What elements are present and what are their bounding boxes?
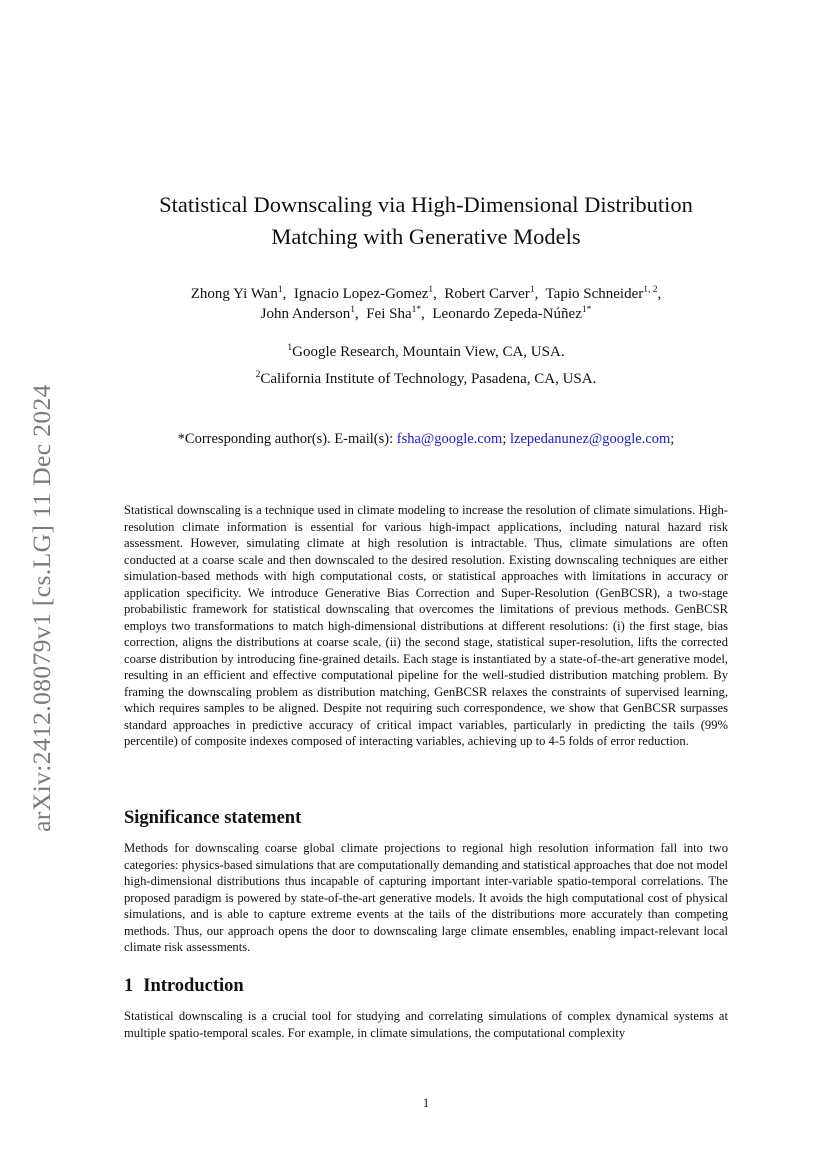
author: Fei Sha$^{1*}$,: [366, 305, 425, 322]
author-list: [100, 284, 752, 324]
section-number: 1: [124, 976, 134, 996]
abstract: Statistical downscaling is a technique used in climate modeling to increase the resolution of climate simulations. High-resolution climate information is essential for various high-impact applications, including natural hazard risk assessment. However, simulating climate at high resolution is intractable. Thus, climate simulations are often conducted at a coarse scale and then downscaled to the desired resolution. Existing downscaling techniques are either simulation-based methods with high computational costs, or statistical approaches with limitations in accuracy or application specificity. We introduce Generative Bias Correction and Super-Resolution (GenBCSR), a two-stage probabilistic framework for statistical downscaling that overcomes the limitations of previous methods. GenBCSR employs two transformations to match high-dimensional distributions at different resolutions: (i) the first stage, bias correction, aligns the distributions at coarse scale, (ii) the second stage, statistical super-resolution, lifts the corrected coarse distribution by introducing fine-grained details. Each stage is instantiated by a state-of-the-art generative model, resulting in an efficient and effective computational pipeline for the well-studied distribution matching problem. By framing the downscaling problem as distribution matching, GenBCSR relaxes the constraints of supervised learning, which requires samples to be aligned. Despite not requiring such correspondence, we show that GenBCSR surpasses standard approaches in predictive accuracy of critical impact variables, particularly in predicting the tails (99% percentile) of composite indexes composed of interacting variables, achieving up to 4-5 folds of error reduction.: [124, 503, 728, 748]
author: Leonardo Zepeda-Núñez$^{1*}$: [432, 305, 592, 322]
author: Robert Carver$^1$,: [444, 285, 539, 302]
author: Ignacio Lopez-Gomez$^1$,: [293, 285, 437, 302]
author: Tapio Schneider$^{1, 2}$,: [545, 285, 662, 302]
title-line-2: Matching with Generative Models: [271, 224, 581, 249]
page-number: 1: [422, 1096, 430, 1110]
email-link-lzepedanunez[interactable]: lzepedanunez@google.com: [509, 431, 671, 447]
arxiv-side-stamp: arXiv:2412.08079v1 [cs.LG] 11 Dec 2024: [27, 384, 56, 832]
affiliation: $^2$California Institute of Technology, Pasadena, CA, USA.: [255, 370, 597, 387]
significance-heading: Significance statement: [124, 808, 302, 828]
section-title: Introduction: [143, 976, 244, 996]
email-link-fsha[interactable]: fsha@google.com: [396, 431, 503, 447]
introduction-heading: [124, 974, 244, 998]
significance-text: Methods for downscaling coarse global climate projections to regional high resolution information fall into two categories: physics-based simulations that are computationally demanding and statistical approaches that doe not model high-dimensional distributions thus incapable of capturing important inter-variable spatio-temporal correlations. The proposed paradigm is powered by state-of-the-art generative models. It avoids the high computational cost of physical simulations, and is able to capture extreme events at the tails of the distributions more accurately than competing methods. Thus, our approach opens the door to downscaling large climate ensembles, enabling impact-relevant local climate risk assessments.: [124, 841, 728, 954]
affiliation: $^1$Google Research, Mountain View, CA, USA.: [287, 343, 565, 360]
author: John Anderson$^1$,: [260, 305, 359, 322]
title-line-1: Statistical Downscaling via High-Dimensional Distribution: [159, 192, 693, 217]
correspondence-line: *Corresponding author(s). E-mail(s): fsha@google.com; lzepedanunez@google.com;: [177, 431, 675, 447]
introduction-text: Statistical downscaling is a crucial tool for studying and correlating simulations of complex dynamical systems at multiple spatio-temporal scales. For example, in climate simulations, the computational complexity: [124, 1009, 728, 1040]
author: Zhong Yi Wan$^1$,: [190, 285, 287, 302]
paper-title: [100, 189, 752, 253]
